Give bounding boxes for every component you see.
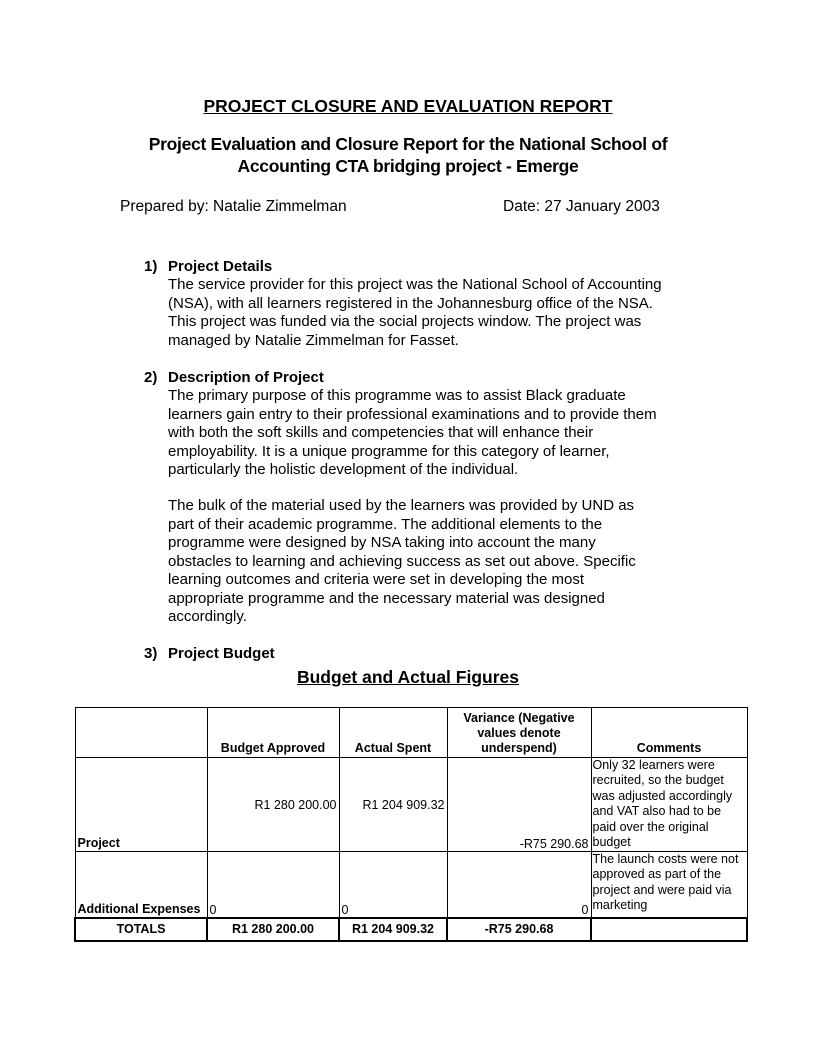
variance-cell: -R75 290.68: [447, 758, 591, 852]
text-line: learning outcomes and criteria were set in developing the most: [168, 571, 585, 588]
header-variance: Variance (Negative values denote underspend): [447, 708, 591, 758]
section-paragraph: [168, 276, 688, 350]
table-row: [75, 852, 747, 918]
text-line: (NSA), with all learners registered in the Johannesburg office of the NSA.: [168, 294, 653, 312]
totals-budget-approved: R1 280 200.00: [207, 918, 339, 941]
header-cell-label: [75, 708, 207, 758]
text-line: This project was funded via the social projects window. The project was: [168, 313, 642, 330]
table-header-row: [75, 708, 747, 758]
section-paragraph: [168, 497, 688, 627]
text-line: programme were designed by NSA taking into account the many: [168, 534, 596, 551]
section-heading-project-details: Project Details: [168, 258, 273, 275]
header-actual-spent: Actual Spent: [339, 708, 447, 758]
prepared-by: Prepared by: Natalie Zimmelman: [120, 198, 347, 215]
text-line: managed by Natalie Zimmelman for Fasset.: [168, 331, 459, 349]
totals-actual-spent: R1 204 909.32: [339, 918, 447, 941]
text-line: part of their academic programme. The additional elements to the: [168, 515, 603, 533]
totals-row: [75, 918, 747, 941]
totals-comments: [591, 918, 747, 941]
row-label: Additional Expenses: [75, 852, 207, 918]
section-number: 1): [144, 258, 158, 275]
report-subtitle: [100, 133, 716, 177]
text-line: particularly the holistic development of the individual.: [168, 461, 519, 478]
text-line: The service provider for this project was the National School of Accounting: [168, 276, 662, 293]
variance-cell: 0: [447, 852, 591, 918]
text-line: The bulk of the material used by the learners was provided by UND as: [168, 497, 635, 514]
comments-cell: The launch costs were not approved as part of the project and were paid via marketing: [591, 852, 747, 918]
report-title: PROJECT CLOSURE AND EVALUATION REPORT: [203, 96, 613, 116]
subtitle-line: Project Evaluation and Closure Report for the National School of: [148, 134, 668, 154]
totals-label: TOTALS: [75, 918, 207, 941]
section-heading-description: Description of Project: [168, 369, 324, 386]
budget-approved-cell: R1 280 200.00: [207, 758, 339, 852]
text-line: learners gain entry to their professional examinations and to provide them: [168, 405, 657, 423]
budget-approved-cell: 0: [207, 852, 339, 918]
subtitle-line: Accounting CTA bridging project - Emerge: [237, 156, 579, 176]
text-line: accordingly.: [168, 608, 247, 625]
section-number: 3): [144, 645, 158, 662]
text-line: employability. It is a unique programme for this category of learner,: [168, 442, 610, 460]
actual-spent-cell: 0: [339, 852, 447, 918]
row-label: Project: [75, 758, 207, 852]
header-budget-approved: Budget Approved: [207, 708, 339, 758]
text-line: appropriate programme and the necessary material was designed: [168, 589, 605, 607]
budget-table-title: Budget and Actual Figures: [296, 667, 519, 687]
table-row: [75, 758, 747, 852]
text-line: with both the soft skills and competencies that will enhance their: [168, 424, 594, 441]
section-number: 2): [144, 369, 158, 386]
header-comments: Comments: [591, 708, 747, 758]
actual-spent-cell: R1 204 909.32: [339, 758, 447, 852]
comments-cell: Only 32 learners were recruited, so the budget was adjusted accordingly and VAT also had to be paid over the original budget: [591, 758, 747, 852]
text-line: The primary purpose of this programme was to assist Black graduate: [168, 387, 626, 404]
totals-variance: -R75 290.68: [447, 918, 591, 941]
section-paragraph: [168, 387, 688, 480]
report-date: Date: 27 January 2003: [503, 198, 660, 215]
budget-table: [74, 707, 748, 942]
section-heading-budget: Project Budget: [168, 645, 275, 662]
text-line: obstacles to learning and achieving success as set out above. Specific: [168, 552, 636, 570]
